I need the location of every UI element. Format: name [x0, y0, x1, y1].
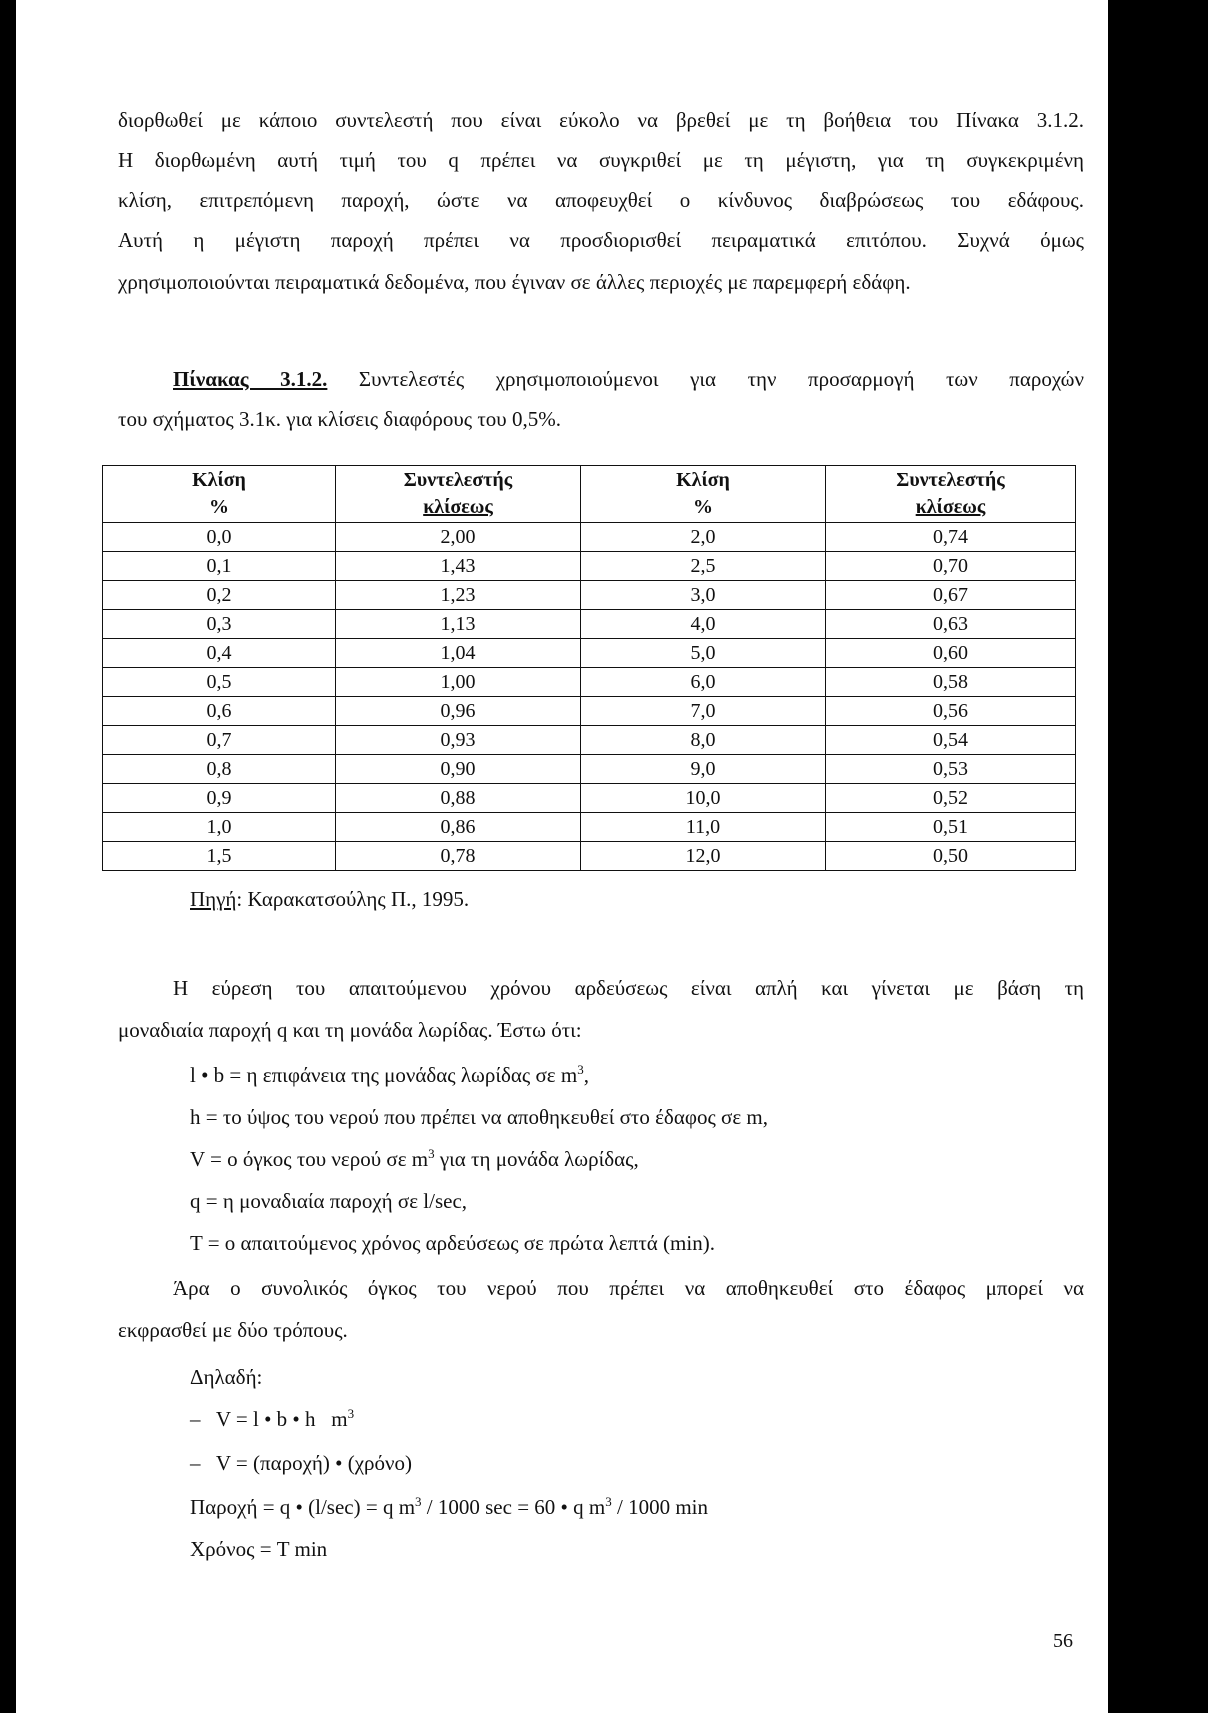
paragraph-line: μοναδιαία παροχή q και τη μονάδα λωρίδας. Έστω ότι: [118, 1018, 582, 1042]
definition-line: V = ο όγκος του νερού σε $m^3$ για τη μονάδα λωρίδας, [190, 1146, 639, 1171]
table-cell: 0,88 [336, 784, 581, 813]
table-cell: 6,0 [581, 668, 826, 697]
table-cell: 2,00 [336, 523, 581, 552]
table-caption-line: του σχήματος 3.1κ. για κλίσεις διαφόρους του 0,5%. [118, 407, 561, 431]
table-cell: 0,54 [826, 726, 1076, 755]
table-cell: 1,23 [336, 581, 581, 610]
table-row [103, 639, 1076, 668]
table-cell: 5,0 [581, 639, 826, 668]
table-cell: 0,0 [103, 523, 336, 552]
table-cell: 1,13 [336, 610, 581, 639]
paragraph-line: Η διορθωμένη αυτή τιμή του q πρέπει να συγκριθεί με τη μέγιστη, για τη συγκεκριμένη [118, 148, 1084, 172]
header-coefficient: Συντελεστής κλίσεως [826, 466, 1076, 523]
definition-line: h = το ύψος του νερού που πρέπει να αποθηκευθεί στο έδαφος σε m, [190, 1105, 768, 1129]
table-body [103, 523, 1076, 871]
table-cell: 9,0 [581, 755, 826, 784]
table-cell: 2,0 [581, 523, 826, 552]
table-cell: 3,0 [581, 581, 826, 610]
table-cell: 1,5 [103, 842, 336, 871]
table-cell: 0,1 [103, 552, 336, 581]
table-cell: 0,7 [103, 726, 336, 755]
table-cell: 10,0 [581, 784, 826, 813]
table-cell: 0,74 [826, 523, 1076, 552]
table-row [103, 668, 1076, 697]
table-cell: 1,04 [336, 639, 581, 668]
table-cell: 0,6 [103, 697, 336, 726]
table-row [103, 581, 1076, 610]
paragraph-line: διορθωθεί με κάποιο συντελεστή που είναι εύκολο να βρεθεί με τη βοήθεια του Πίνακα 3.1.2. [118, 108, 1084, 132]
table-cell: 0,63 [826, 610, 1076, 639]
source-text: : Καρακατσούλης Π., 1995. [236, 887, 470, 911]
header-slope: Κλίση % [581, 466, 826, 523]
formula-line: – V = (παροχή) • (χρόνο) [190, 1451, 413, 1475]
table-cell: 0,67 [826, 581, 1076, 610]
table-cell: 12,0 [581, 842, 826, 871]
table-cell: 11,0 [581, 813, 826, 842]
source-label: Πηγή [190, 887, 237, 911]
paragraph-line: Αυτή η μέγιστη παροχή πρέπει να προσδιορισθεί πειραματικά επιτόπου. Συχνά όμως [118, 228, 1084, 252]
table-cell: 0,86 [336, 813, 581, 842]
table-cell: 0,53 [826, 755, 1076, 784]
table-cell: 0,93 [336, 726, 581, 755]
header-slope: Κλίση % [103, 466, 336, 523]
table-caption [173, 359, 1084, 399]
table-cell: 2,5 [581, 552, 826, 581]
table-cell: 4,0 [581, 610, 826, 639]
paragraph-line: εκφρασθεί με δύο τρόπους. [118, 1318, 348, 1342]
table-row [103, 813, 1076, 842]
table-cell: 1,0 [103, 813, 336, 842]
table-cell: 1,43 [336, 552, 581, 581]
table-source [190, 884, 469, 914]
table-row [103, 610, 1076, 639]
paragraph-line: Η εύρεση του απαιτούμενου χρόνου αρδεύσεως είναι απλή και γίνεται με βάση τη [173, 976, 1084, 1000]
header-coefficient: Συντελεστής κλίσεως [336, 466, 581, 523]
table-cell: 0,70 [826, 552, 1076, 581]
table-row [103, 755, 1076, 784]
table-cell: 1,00 [336, 668, 581, 697]
table-row [103, 784, 1076, 813]
table-cell: 0,2 [103, 581, 336, 610]
table-cell: 0,3 [103, 610, 336, 639]
table-cell: 0,9 [103, 784, 336, 813]
table-cell: 7,0 [581, 697, 826, 726]
table-cell: 0,8 [103, 755, 336, 784]
definition-line: T = ο απαιτούμενος χρόνος αρδεύσεως σε πρώτα λεπτά (min). [190, 1231, 715, 1255]
formula-line: Χρόνος = T min [190, 1537, 328, 1561]
table-cell: 8,0 [581, 726, 826, 755]
table-row [103, 523, 1076, 552]
coefficient-table [102, 465, 1076, 871]
table-cell: 0,4 [103, 639, 336, 668]
table-cell: 0,96 [336, 697, 581, 726]
table-caption-title: Πίνακας 3.1.2. [173, 367, 328, 391]
table-cell: 0,52 [826, 784, 1076, 813]
table-row [103, 552, 1076, 581]
table-cell: 0,5 [103, 668, 336, 697]
table-row [103, 697, 1076, 726]
table-cell: 0,56 [826, 697, 1076, 726]
definition-line: q = η μοναδιαία παροχή σε l/sec, [190, 1189, 468, 1213]
table-row [103, 726, 1076, 755]
paragraph-line: χρησιμοποιούνται πειραματικά δεδομένα, που έγιναν σε άλλες περιοχές με παρεμφερή εδάφη. [118, 270, 911, 294]
definition-line: l • b = η επιφάνεια της μονάδας λωρίδας σε $m^3$, [190, 1062, 589, 1087]
document-page [16, 0, 1108, 1713]
table-cell: 0,90 [336, 755, 581, 784]
formula-line: Παροχή = q • (l/sec) = q $m^3 / 1000$ sec = 60 • q $m^3 / 1000$ min [190, 1494, 708, 1519]
table-header-row [103, 466, 1076, 523]
table-cell: 0,51 [826, 813, 1076, 842]
table-cell: 0,58 [826, 668, 1076, 697]
table-cell: 0,78 [336, 842, 581, 871]
page-number: 56 [1053, 1630, 1073, 1652]
formula-line: Δηλαδή: [190, 1365, 263, 1389]
paragraph-line: κλίση, επιτρεπόμενη παροχή, ώστε να αποφευχθεί ο κίνδυνος διαβρώσεως του εδάφους. [118, 188, 1084, 212]
table-caption-text: Συντελεστές χρησιμοποιούμενοι για την προσαρμογή των παροχών [327, 367, 1085, 391]
table-row [103, 842, 1076, 871]
formula-line: – V = l • b • h $m^3$ [190, 1406, 355, 1431]
table-cell: 0,50 [826, 842, 1076, 871]
paragraph-line: Άρα ο συνολικός όγκος του νερού που πρέπει να αποθηκευθεί στο έδαφος μπορεί να [173, 1276, 1084, 1300]
table-cell: 0,60 [826, 639, 1076, 668]
